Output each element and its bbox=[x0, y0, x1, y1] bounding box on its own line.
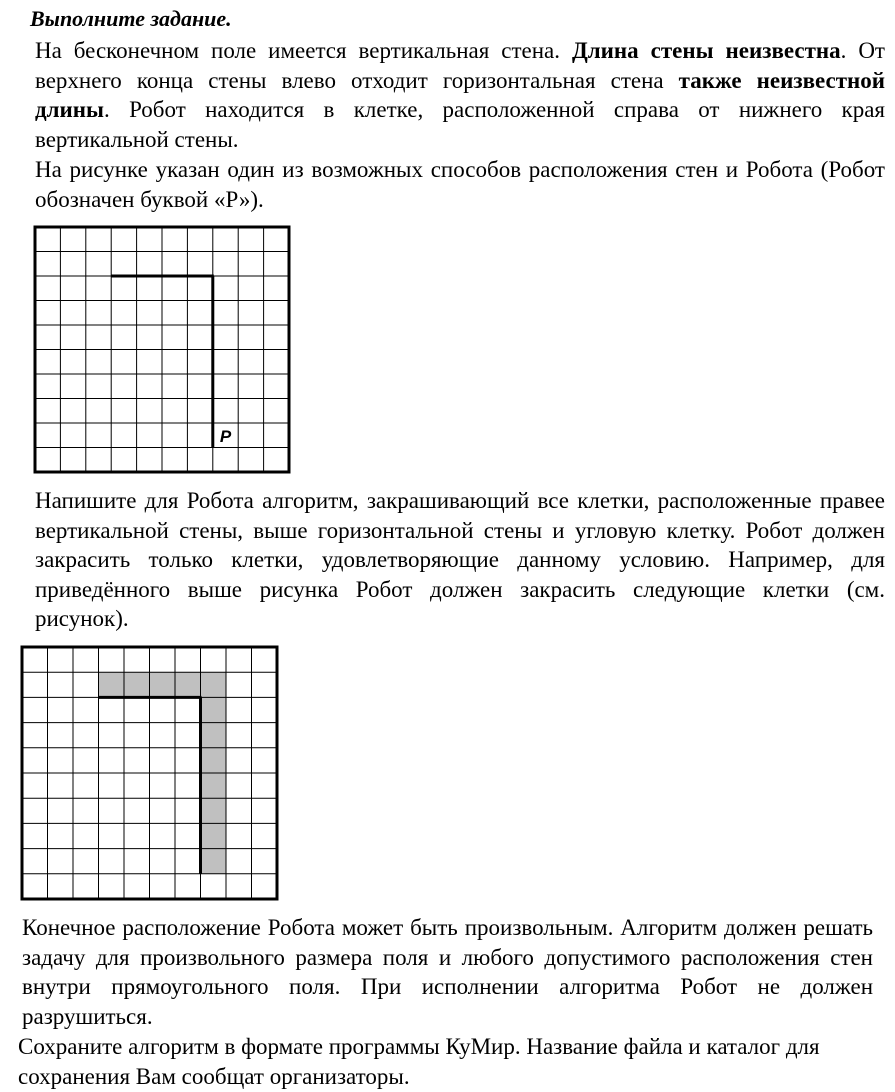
figure-painted-field bbox=[20, 645, 282, 903]
text: На бесконечном поле имеется вертикальная стена. bbox=[35, 38, 572, 63]
shaded-cell bbox=[201, 723, 227, 748]
grid bbox=[22, 647, 277, 899]
shaded-cell bbox=[150, 672, 176, 697]
robot-marker: P bbox=[219, 427, 232, 447]
task-paragraph-save: Сохраните алгоритм в формате программы КуМир. Название файла и каталог для сохранения Вам сообщат организаторы. bbox=[18, 1034, 820, 1089]
shaded-cell bbox=[201, 773, 227, 798]
text: . Робот находится в клетке, расположенной справа от нижнего края вертикальной стены. bbox=[35, 97, 885, 152]
figure-initial-field bbox=[33, 225, 293, 475]
shaded-cell bbox=[201, 849, 227, 874]
shaded-cell bbox=[201, 697, 227, 722]
task-paragraph-figure-intro: На рисунке указан один из возможных способов расположения стен и Робота (Робот обозначен буквой «Р»). bbox=[35, 157, 885, 212]
shaded-cell bbox=[201, 823, 227, 848]
text: . От верхнего конца стены влево отходит горизонтальная стена bbox=[35, 38, 885, 93]
task-heading: Выполните задание. bbox=[30, 6, 232, 31]
shaded-cell bbox=[201, 798, 227, 823]
task-paragraph-algorithm: Напишите для Робота алгоритм, закрашивающий все клетки, расположенные правее вертикальной стены, выше горизонтальной стены и угловую клетку. Робот должен закрасить только клетки, удовлетворяющие данному условию. Например, для приведённого выше рисунка Робот должен закрасить следующие клетки (см. рисунок). bbox=[35, 488, 885, 632]
shaded-cell bbox=[124, 672, 150, 697]
task-paragraph-conditions: Конечное расположение Робота может быть произвольным. Алгоритм должен решать задачу для произвольного размера поля и любого допустимого расположения стен внутри прямоугольного поля. При исполнении алгоритма Робот не должен разрушиться. bbox=[22, 915, 873, 1029]
task-paragraph-walls bbox=[35, 36, 885, 154]
shaded-cell bbox=[201, 672, 227, 697]
shaded-cell bbox=[99, 672, 125, 697]
shaded-cell bbox=[201, 748, 227, 773]
bold-text: также неизвестной длины bbox=[35, 67, 885, 123]
shaded-cell bbox=[175, 672, 201, 697]
bold-text: Длина стены неизвестна bbox=[571, 38, 841, 63]
grid bbox=[35, 227, 289, 472]
